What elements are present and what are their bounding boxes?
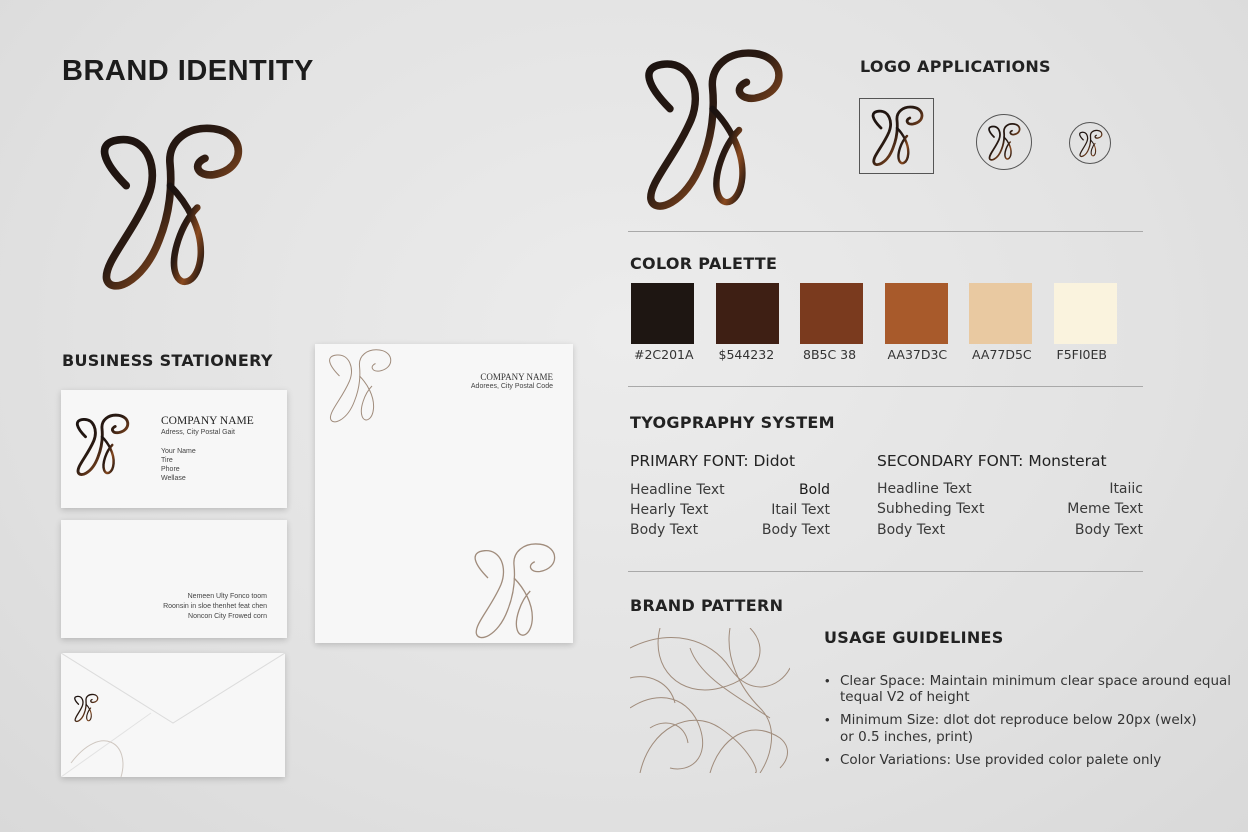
primary-font-title: PRIMARY FONT: Didot [630, 452, 796, 470]
color-swatch [969, 283, 1032, 344]
card-line: Tire [161, 457, 173, 464]
card-logo-icon [69, 410, 135, 480]
usage-heading: USAGE GUIDELINES [824, 628, 1004, 647]
color-swatch-label: AA37D3C [887, 347, 948, 362]
pattern-heading: BRAND PATTERN [630, 596, 784, 615]
primary-row-left: Body Text [630, 522, 699, 538]
color-swatch-label: $544232 [718, 347, 775, 362]
monogram-logo-icon [80, 120, 260, 295]
secondary-row-right: Itaiic [1109, 481, 1143, 497]
usage-item-line: tequal V2 of height [840, 689, 970, 705]
secondary-font-title: SECONDARY FONT: Monsterat [877, 452, 1107, 470]
secondary-row-left: Headline Text [877, 481, 972, 497]
color-swatch [1054, 283, 1117, 344]
swirl-pattern-icon [630, 628, 790, 773]
usage-item-line: Minimum Size: dlot dot reproduce below 20px (welx) [840, 712, 1197, 728]
logo-small-circle-variant [1069, 122, 1111, 164]
letterhead-address: Adorees, City Postal Code [470, 383, 553, 390]
typography-heading: TYOGPRAPHY SYSTEM [630, 413, 835, 432]
color-swatch-label: F5FI0EB [1056, 347, 1107, 362]
divider [628, 571, 1143, 572]
color-swatch [631, 283, 694, 344]
letterhead-swirl-icon [455, 539, 573, 643]
bullet-icon: • [825, 712, 830, 727]
page-title: BRAND IDENTITY [62, 55, 314, 87]
card-line: Wellase [161, 475, 186, 482]
color-swatch-label: #2C201A [634, 347, 694, 362]
usage-item-line: Color Variations: Use provided color palete only [840, 752, 1162, 768]
card-line: Phore [161, 466, 180, 473]
card-back-line: Nemeen Ulty Fonco toom [187, 593, 267, 600]
letterhead [315, 344, 573, 643]
business-card-back [61, 520, 287, 638]
logo-square-icon [865, 104, 929, 168]
secondary-row-right: Meme Text [1067, 501, 1143, 517]
primary-row-left: Headline Text [630, 482, 725, 498]
stationery-heading: BUSINESS STATIONERY [62, 351, 273, 370]
business-card-front [61, 390, 287, 508]
logo-square-variant [859, 98, 934, 174]
primary-row-right: Body Text [761, 522, 830, 538]
secondary-row-left: Body Text [877, 522, 946, 538]
logo-small-icon [1076, 129, 1105, 158]
card-line: Your Name [161, 448, 196, 455]
color-swatch [800, 283, 863, 344]
secondary-row-left: Subheding Text [877, 501, 985, 517]
card-back-line: Roonsin in sloe thenhet feat chen [163, 603, 267, 610]
letterhead-watermark-icon [317, 346, 402, 426]
envelope-logo-icon [71, 693, 101, 723]
primary-row-right: Itail Text [771, 502, 830, 518]
logo-applications-heading: LOGO APPLICATIONS [860, 57, 1051, 76]
letterhead-company: COMPANY NAME [480, 372, 553, 382]
bullet-icon: • [825, 752, 830, 767]
logo-circle-variant [976, 114, 1032, 170]
color-swatch-label: 8B5C 38 [803, 347, 857, 362]
primary-row-right: Bold [799, 482, 830, 498]
monogram-logo-large-icon [625, 45, 800, 215]
card-address: Adress, City Postal Gait [161, 429, 235, 436]
usage-item-line: Clear Space: Maintain minimum clear space around equal [840, 673, 1232, 689]
color-swatch-label: AA77D5C [972, 347, 1032, 362]
palette-heading: COLOR PALETTE [630, 254, 778, 273]
divider [628, 231, 1143, 232]
card-company: COMPANY NAME [161, 415, 254, 427]
divider [628, 386, 1143, 387]
envelope [61, 653, 285, 777]
usage-item-line: or 0.5 inches, print) [840, 729, 974, 745]
color-swatch [885, 283, 948, 344]
logo-circle-icon [984, 122, 1024, 162]
primary-row-left: Hearly Text [630, 502, 709, 518]
card-back-line: Noncon City Frowed corn [188, 613, 267, 620]
color-swatch [716, 283, 779, 344]
bullet-icon: • [825, 673, 830, 688]
secondary-row-right: Body Text [1074, 522, 1143, 538]
